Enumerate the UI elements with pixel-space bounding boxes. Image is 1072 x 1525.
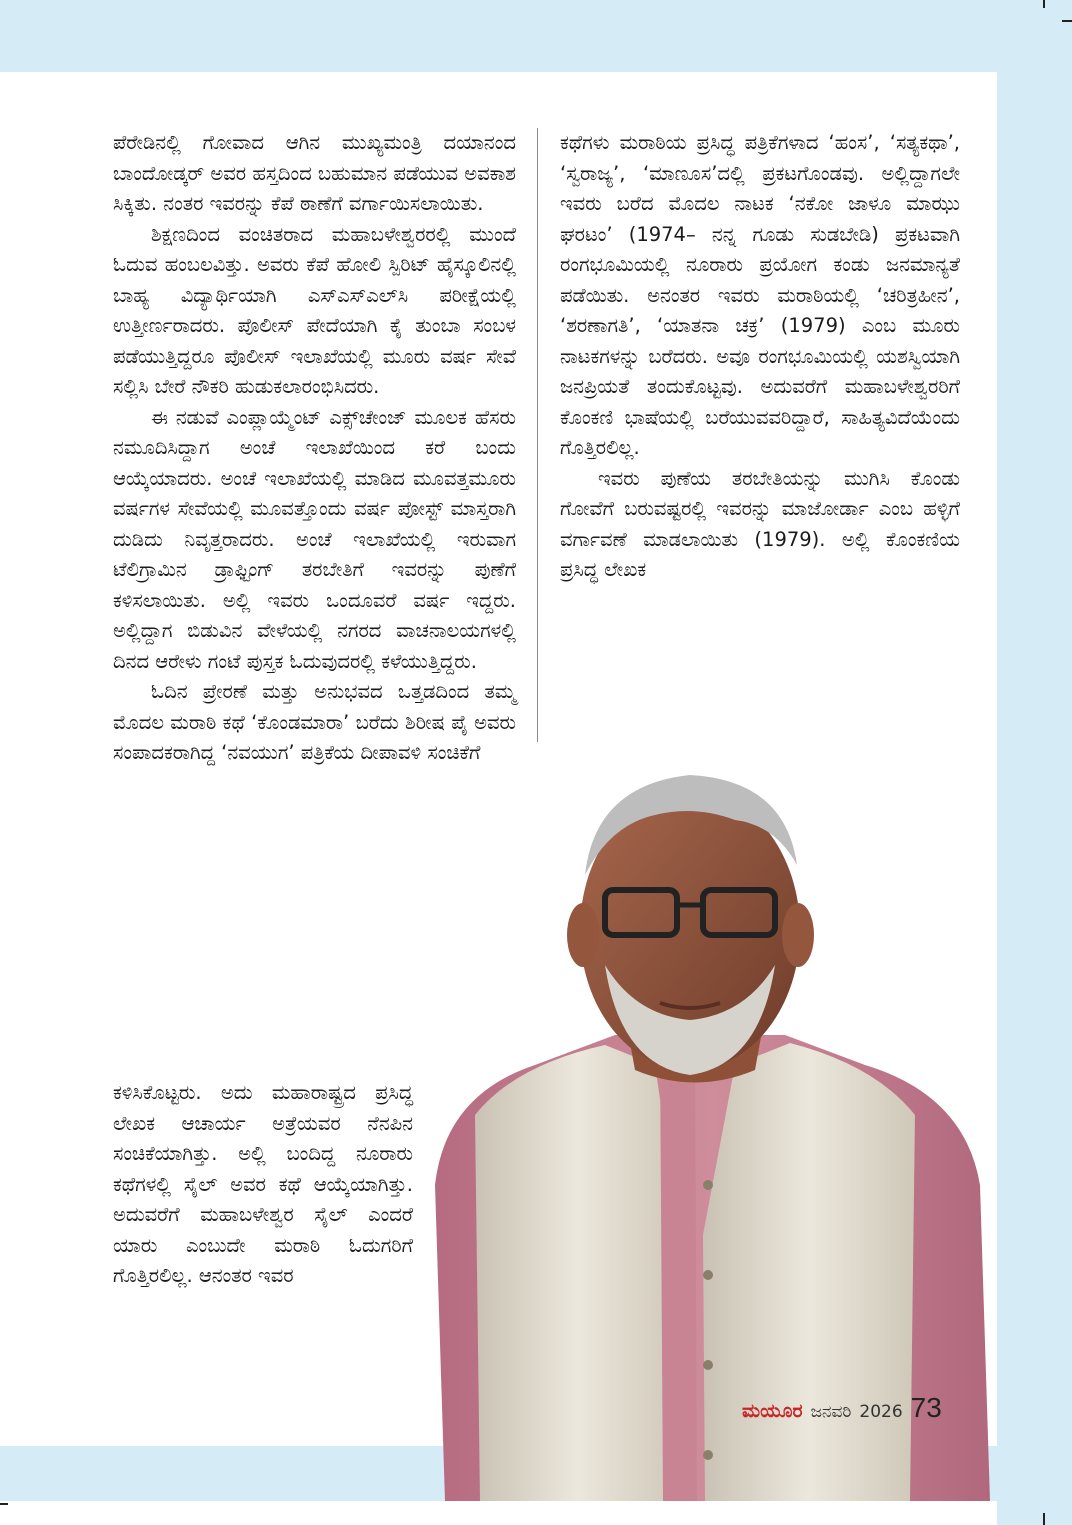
- issue-year: 2026: [859, 1402, 903, 1422]
- paragraph: ಪೆರೇಡಿನಲ್ಲಿ ಗೋವಾದ ಆಗಿನ ಮುಖ್ಯಮಂತ್ರಿ ದಯಾನಂದ ಬಾಂದೋಡ್ಕರ್ ಅವರ ಹಸ್ತದಿಂದ ಬಹುಮಾನ ಪಡೆಯುವ ಅವಕಾಶ ಸಿಕ್ಕಿತು. ನಂತರ ಇವರನ್ನು ಕೆಪೆ ಠಾಣೆಗೆ ವರ್ಗಾಯಿಸಲಾಯಿತು.: [113, 131, 516, 215]
- right-border-band: [997, 0, 1072, 1525]
- crop-mark: [1043, 1513, 1045, 1525]
- paragraph: ಕಳಿಸಿಕೊಟ್ಟರು. ಅದು ಮಹಾರಾಷ್ಟ್ರದ ಪ್ರಸಿದ್ಧ ಲೇಖಕ ಆಚಾರ್ಯ ಅತ್ರೆಯವರ ನೆನಪಿನ ಸಂಚಿಕೆಯಾಗಿತ್ತು. ಅಲ್ಲಿ ಬಂದಿದ್ದ ನೂರಾರು ಕಥೆಗಳಲ್ಲಿ ಸೈಲ್ ಅವರ ಕಥೆ ಆಯ್ಕೆಯಾಗಿತ್ತು. ಅದುವರೆಗೆ ಮಹಾಬಳೇಶ್ವರ ಸೈಲ್ ಎಂದರೆ ಯಾರು ಎಂಬುದೇ ಮರಾಠಿ ಓದುಗರಿಗೆ ಗೊತ್ತಿರಲಿಲ್ಲ. ಆನಂತರ ಇವರ: [113, 1081, 413, 1287]
- page-number: 73: [910, 1392, 942, 1423]
- article-column-left-wrap: [113, 1078, 413, 1292]
- paragraph: ಕಥೆಗಳು ಮರಾಠಿಯ ಪ್ರಸಿದ್ಧ ಪತ್ರಿಕೆಗಳಾದ ‘ಹಂಸ’, ‘ಸತ್ಯಕಥಾ’, ‘ಸ್ವರಾಜ್ಯ’, ‘ಮಾಣೂಸ’ದಲ್ಲಿ ಪ್ರಕಟಗೊಂಡವು. ಅಲ್ಲಿದ್ದಾಗಲೇ ಇವರು ಬರೆದ ಮೊದಲ ನಾಟಕ ‘ನಕೋ ಜಾಳೂ ಮಾಝು ಘರಟಂ’ (1974– ನನ್ನ ಗೂಡು ಸುಡಬೇಡಿ) ಪ್ರಕಟವಾಗಿ ರಂಗಭೂಮಿಯಲ್ಲಿ ನೂರಾರು ಪ್ರಯೋಗ ಕಂಡು ಜನಮಾನ್ಯತೆ ಪಡೆಯಿತು. ಅನಂತರ ಇವರು ಮರಾಠಿಯಲ್ಲಿ ‘ಚರಿತ್ರಹೀನ’, ‘ಶರಣಾಗತಿ’, ‘ಯಾತನಾ ಚಕ್ರ’ (1979) ಎಂಬ ಮೂರು ನಾಟಕಗಳನ್ನು ಬರೆದರು. ಅವೂ ರಂಗಭೂಮಿಯಲ್ಲಿ ಯಶಸ್ವಿಯಾಗಿ ಜನಪ್ರಿಯತೆ ತಂದುಕೊಟ್ಟವು. ಅದುವರೆಗೆ ಮಹಾಬಳೇಶ್ವರರಿಗೆ ಕೊಂಕಣಿ ಭಾಷೆಯಲ್ಲಿ ಬರೆಯುವವರಿದ್ದಾರೆ, ಸಾಹಿತ್ಯವಿದೆಯೆಂದು ಗೊತ್ತಿರಲಿಲ್ಲ.: [560, 131, 960, 459]
- issue-month: ಜನವರಿ: [810, 1402, 852, 1422]
- magazine-brand: ಮಯೂರ: [742, 1400, 803, 1422]
- paragraph: ಈ ನಡುವೆ ಎಂಪ್ಲಾಯ್ಮೆಂಟ್ ಎಕ್ಸ್‌ಚೇಂಜ್ ಮೂಲಕ ಹೆಸರು ನಮೂದಿಸಿದ್ದಾಗ ಅಂಚೆ ಇಲಾಖೆಯಿಂದ ಕರೆ ಬಂದು ಆಯ್ಕೆಯಾದರು. ಅಂಚೆ ಇಲಾಖೆಯಲ್ಲಿ ಮಾಡಿದ ಮೂವತ್ತಮೂರು ವರ್ಷಗಳ ಸೇವೆಯಲ್ಲಿ ಮೂವತ್ತೊಂದು ವರ್ಷ ಪೋಸ್ಟ್ ಮಾಸ್ತರಾಗಿ ದುಡಿದು ನಿವೃತ್ತರಾದರು. ಅಂಚೆ ಇಲಾಖೆಯಲ್ಲಿ ಇರುವಾಗ ಟೆಲಿಗ್ರಾಮಿನ ಡ್ರಾಫ್ಟಿಂಗ್ ತರಬೇತಿಗೆ ಇವರನ್ನು ಪುಣೆಗೆ ಕಳಿಸಲಾಯಿತು. ಅಲ್ಲಿ ಇವರು ಒಂದೂವರೆ ವರ್ಷ ಇದ್ದರು. ಅಲ್ಲಿದ್ದಾಗ ಬಿಡುವಿನ ವೇಳೆಯಲ್ಲಿ ನಗರದ ವಾಚನಾಲಯಗಳಲ್ಲಿ ದಿನದ ಆರೇಳು ಗಂಟೆ ಪುಸ್ತಕ ಓದುವುದರಲ್ಲಿ ಕಳೆಯುತ್ತಿದ್ದರು.: [113, 405, 516, 673]
- page-footer: [742, 1392, 942, 1424]
- crop-mark: [0, 1503, 8, 1505]
- article-column-left: [113, 128, 516, 769]
- paragraph: ಓದಿನ ಪ್ರೇರಣೆ ಮತ್ತು ಅನುಭವದ ಒತ್ತಡದಿಂದ ತಮ್ಮ ಮೊದಲ ಮರಾಠಿ ಕಥೆ ‘ಕೊಂಡಮಾರಾ’ ಬರೆದು ಶಿರೀಷ ಪೈ ಅವರು ಸಂಪಾದಕರಾಗಿದ್ದ ‘ನವಯುಗ’ ಪತ್ರಿಕೆಯ ದೀಪಾವಳಿ ಸಂಚಿಕೆಗೆ: [113, 680, 516, 764]
- author-portrait-photo: [405, 765, 997, 1501]
- crop-mark: [1062, 20, 1072, 22]
- paragraph: ಇವರು ಪುಣೆಯ ತರಬೇತಿಯನ್ನು ಮುಗಿಸಿ ಕೊಂಡು ಗೋವೆಗೆ ಬರುವಷ್ಟರಲ್ಲಿ ಇವರನ್ನು ಮಾಜೋರ್ಡಾ ಎಂಬ ಹಳ್ಳಿಗೆ ವರ್ಗಾವಣೆ ಮಾಡಲಾಯಿತು (1979). ಅಲ್ಲಿ ಕೊಂಕಣಿಯ ಪ್ರಸಿದ್ಧ ಲೇಖಕ: [560, 466, 960, 581]
- paragraph: ಶಿಕ್ಷಣದಿಂದ ವಂಚಿತರಾದ ಮಹಾಬಳೇಶ್ವರರಲ್ಲಿ ಮುಂದೆ ಓದುವ ಹಂಬಲವಿತ್ತು. ಅವರು ಕೆಪೆ ಹೋಲಿ ಸ್ಪಿರಿಟ್ ಹೈಸ್ಕೂಲಿನಲ್ಲಿ ಬಾಹ್ಯ ವಿದ್ಯಾರ್ಥಿಯಾಗಿ ಎಸ್ಎಸ್ಎಲ್‌ಸಿ ಪರೀಕ್ಷೆಯಲ್ಲಿ ಉತ್ತೀರ್ಣರಾದರು. ಪೊಲೀಸ್ ಪೇದೆಯಾಗಿ ಕೈ ತುಂಬಾ ಸಂಬಳ ಪಡೆಯುತ್ತಿದ್ದರೂ ಪೊಲೀಸ್ ಇಲಾಖೆಯಲ್ಲಿ ಮೂರು ವರ್ಷ ಸೇವೆ ಸಲ್ಲಿಸಿ ಬೇರೆ ನೌಕರಿ ಹುಡುಕಲಾರಂಭಿಸಿದರು.: [113, 222, 516, 398]
- crop-mark: [1043, 0, 1045, 8]
- column-divider: [537, 128, 538, 742]
- top-border-band: [0, 0, 1072, 72]
- article-column-right: [560, 128, 960, 586]
